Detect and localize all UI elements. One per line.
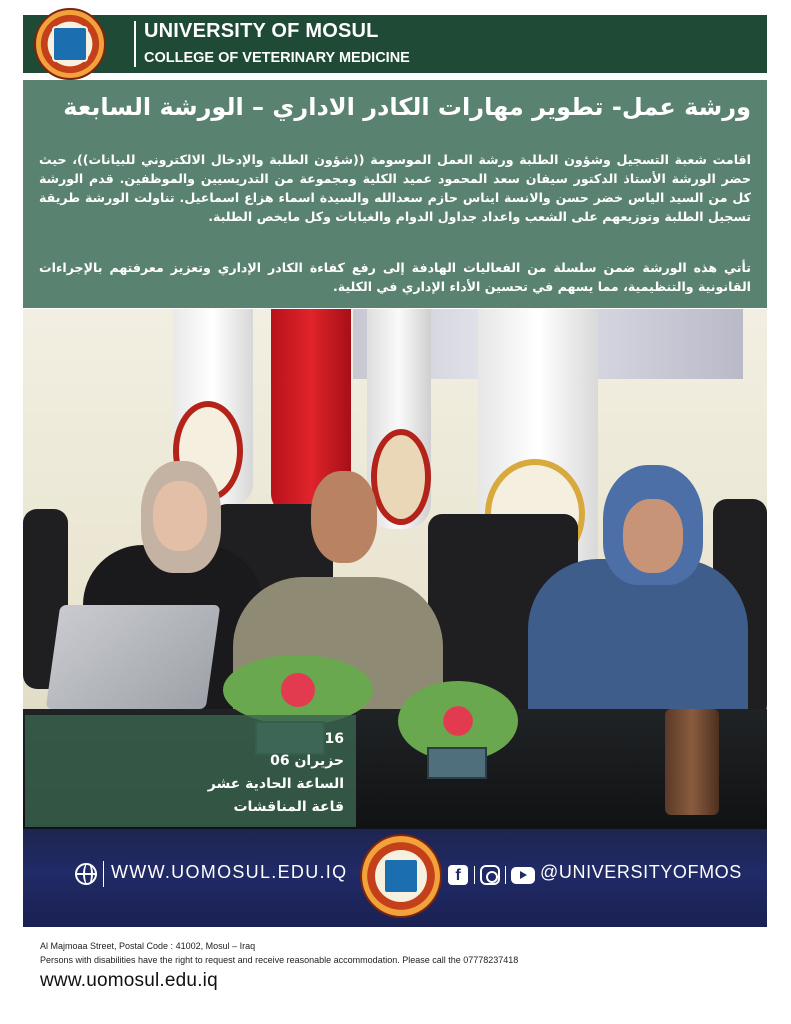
footer-band [23, 829, 767, 927]
instagram-icon[interactable] [480, 865, 500, 885]
logo-book-icon [383, 858, 419, 894]
flower-pot [427, 747, 487, 779]
header-divider [134, 21, 136, 67]
globe-icon [75, 863, 97, 885]
article-panel [23, 80, 767, 308]
event-month: حزيران 06 [270, 753, 344, 769]
event-day: 16 [324, 731, 344, 747]
laptop [46, 605, 221, 709]
attendee-face [623, 499, 683, 573]
event-info-box [25, 715, 356, 827]
social-divider [505, 866, 506, 884]
logo-book-icon [52, 26, 88, 62]
university-logo [34, 8, 106, 80]
article-paragraph-2: تأتي هذه الورشة ضمن سلسلة من الفعاليات الهادفة إلى رفع كفاءة الكادر الإداري وتعزيز معرفتهم بالإجراءات القانونية والتنظيمية، مما يسهم في تحسين الأداء الإداري في الكلية. [39, 260, 751, 294]
event-time: الساعة الحادية عشر [207, 776, 344, 792]
footer-website-link[interactable]: WWW.UOMOSUL.EDU.IQ [111, 862, 348, 882]
article-paragraph-1: اقامت شعبة التسجيل وشؤون الطلبة ورشة العمل الموسومة ((شؤون الطلبة والإدخال الالكتروني للبيانات))، حيث حضر الورشة الأستاذ الدكتور سيفان سعد المحمود عميد الكلية ومجموعة من التدريسيين والموظفين. قدم الورشة كل من السيد الياس خضر حسن والانسة ايناس حازم سعدالله والسيدة اسماء هزاع اسماعيل. تناولت الورشة طريقة تسجيل الطلبة وتوزيعهم على الشعب واعداد جداول الدوام والغيابات وكل مايخص الطلبة. [39, 152, 751, 224]
university-name: UNIVERSITY OF MOSUL [144, 20, 379, 42]
event-place: قاعة المناقشات [233, 799, 344, 815]
accessibility-notice: Persons with disabilities have the right to request and receive reasonable accommodation. Please call the 07778237418 [40, 955, 519, 965]
postal-address: Al Majmoaa Street, Postal Code : 41002, Mosul – Iraq [40, 941, 256, 951]
flag-emblem [371, 429, 431, 525]
youtube-icon[interactable] [511, 867, 535, 884]
article-title: ورشة عمل- تطوير مهارات الكادر الاداري – الورشة السابعة [63, 93, 751, 121]
footer-university-logo [360, 834, 442, 918]
college-name: COLLEGE OF VETERINARY MEDICINE [144, 50, 410, 66]
website-url[interactable]: www.uomosul.edu.iq [40, 970, 218, 991]
facebook-icon[interactable]: f [448, 865, 468, 885]
attendee-face [311, 471, 377, 563]
header-bar [23, 15, 767, 73]
social-divider [474, 866, 475, 884]
footer-divider [103, 861, 104, 887]
statue-figurine [665, 709, 719, 815]
social-handle[interactable]: @UNIVERSITYOFMOS [540, 862, 742, 882]
attendee-face [153, 481, 207, 551]
